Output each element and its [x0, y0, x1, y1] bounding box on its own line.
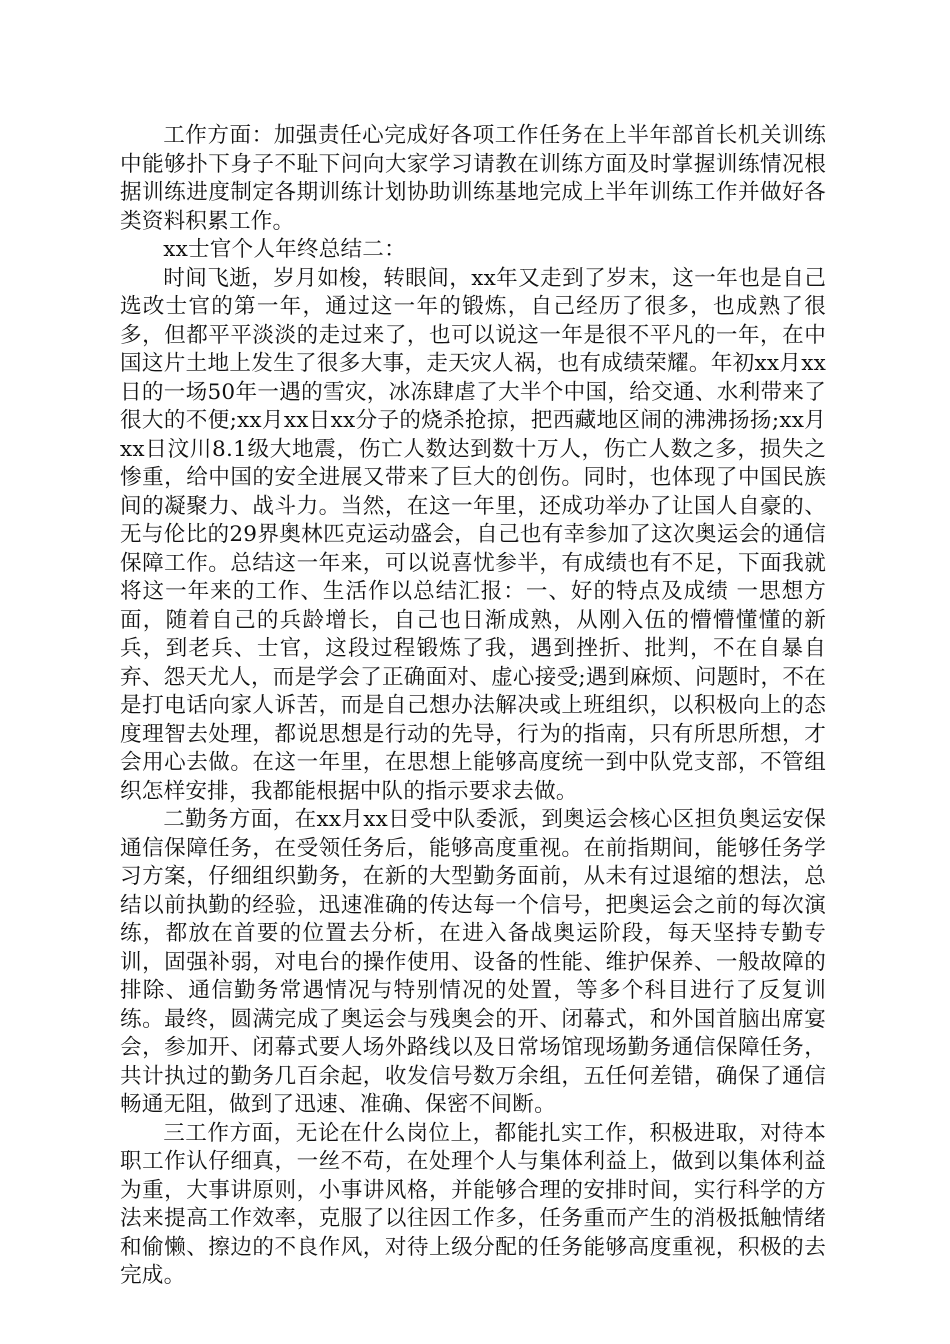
paragraph-summary-heading: xx士官个人年终总结二： [163, 237, 406, 262]
paragraph-work-aspect: 三工作方面，无论在什么岗位上，都能扎实工作，积极进取，对待本职工作认仔细真，一丝不苟，在处理个人与集体利益上，做到以集体利益为重，大事讲原则，小事讲风格，并能够合理的安排时间，实行科学的方法来提高工作效率，克服了以往因工作多，任务重而产生的消极抵触情绪和偷懒、擦边的不良作风，对待上级分配的任务能够高度重视，积极的去完成。 [120, 1120, 826, 1288]
paragraph-year-review: 时间飞逝，岁月如梭，转眼间，xx年又走到了岁末，这一年也是自己选改士官的第一年，通过这一年的锻炼，自己经历了很多，也成熟了很多，但都平平淡淡的走过来了，也可以说这一年是很不平凡的一年，在中国这片土地上发生了很多大事，走天灾人祸，也有成绩荣耀。年初xx月xx日的一场50年一遇的雪灾，冰冻肆虐了大半个中国，给交通、水利带来了很大的不便;xx月xx日xx分子的烧杀抢掠，把西藏地区闹的沸沸扬扬;xx月xx日汶川8.1级大地震，伤亡人数达到数十万人，伤亡人数之多，损失之惨重，给中国的安全进展又带来了巨大的创伤。同时，也体现了中国民族间的凝聚力、战斗力。当然，在这一年里，还成功举办了让国人自豪的、无与伦比的29界奥林匹克运动盛会，自己也有幸参加了这次奥运会的通信保障工作。总结这一年来，可以说喜忧参半，有成绩也有不足，下面我就将这一年来的工作、生活作以总结汇报：一、好的特点及成绩 一思想方面，随着自己的兵龄增长，自己也日渐成熟，从刚入伍的懵懵懂懂的新兵，到老兵、士官，这段过程锻炼了我，遇到挫折、批判，不在自暴自弃、怨天尤人，而是学会了正确面对、虚心接受;遇到麻烦、问题时，不在是打电话向家人诉苦，而是自己想办法解决或上班组织，以积极向上的态度理智去处理，都说思想是行动的先导，行为的指南，只有所思所想，才会用心去做。在这一年里，在思想上能够高度统一到中队党支部，不管组织怎样安排，我都能根据中队的指示要求去做。 [120, 265, 826, 804]
paragraph-duty-aspect: 二勤务方面，在xx月xx日受中队委派，到奥运会核心区担负奥运安保通信保障任务，在受领任务后，能够高度重视。在前指期间，能够任务学习方案，仔细组织勤务，在新的大型勤务面前，从未有过退缩的想法，总结以前执勤的经验，迅速准确的传达每一个信号，把奥运会之前的每次演练，都放在首要的位置去分析，在进入备战奥运阶段，每天坚持专勤专训，固强补弱，对电台的操作使用、设备的性能、维护保养、一般故障的排除、通信勤务常遇情况与特别情况的处置，等多个科目进行了反复训练。最终，圆满完成了奥运会与残奥会的开、闭幕式，和外国首脑出席宴会，参加开、闭幕式要人场外路线以及日常场馆现场勤务通信保障任务，共计执过的勤务几百余起，收发信号数万余组，五任何差错，确保了通信畅通无阻，做到了迅速、准确、保密不间断。 [120, 807, 826, 1117]
document-body [120, 122, 826, 1291]
paragraph-work-aspect-intro: 工作方面：加强责任心完成好各项工作任务在上半年部首长机关训练中能够扑下身子不耻下问向大家学习请教在训练方面及时掌握训练情况根据训练进度制定各期训练计划协助训练基地完成上半年训练工作并做好各类资料积累工作。 [120, 123, 826, 234]
